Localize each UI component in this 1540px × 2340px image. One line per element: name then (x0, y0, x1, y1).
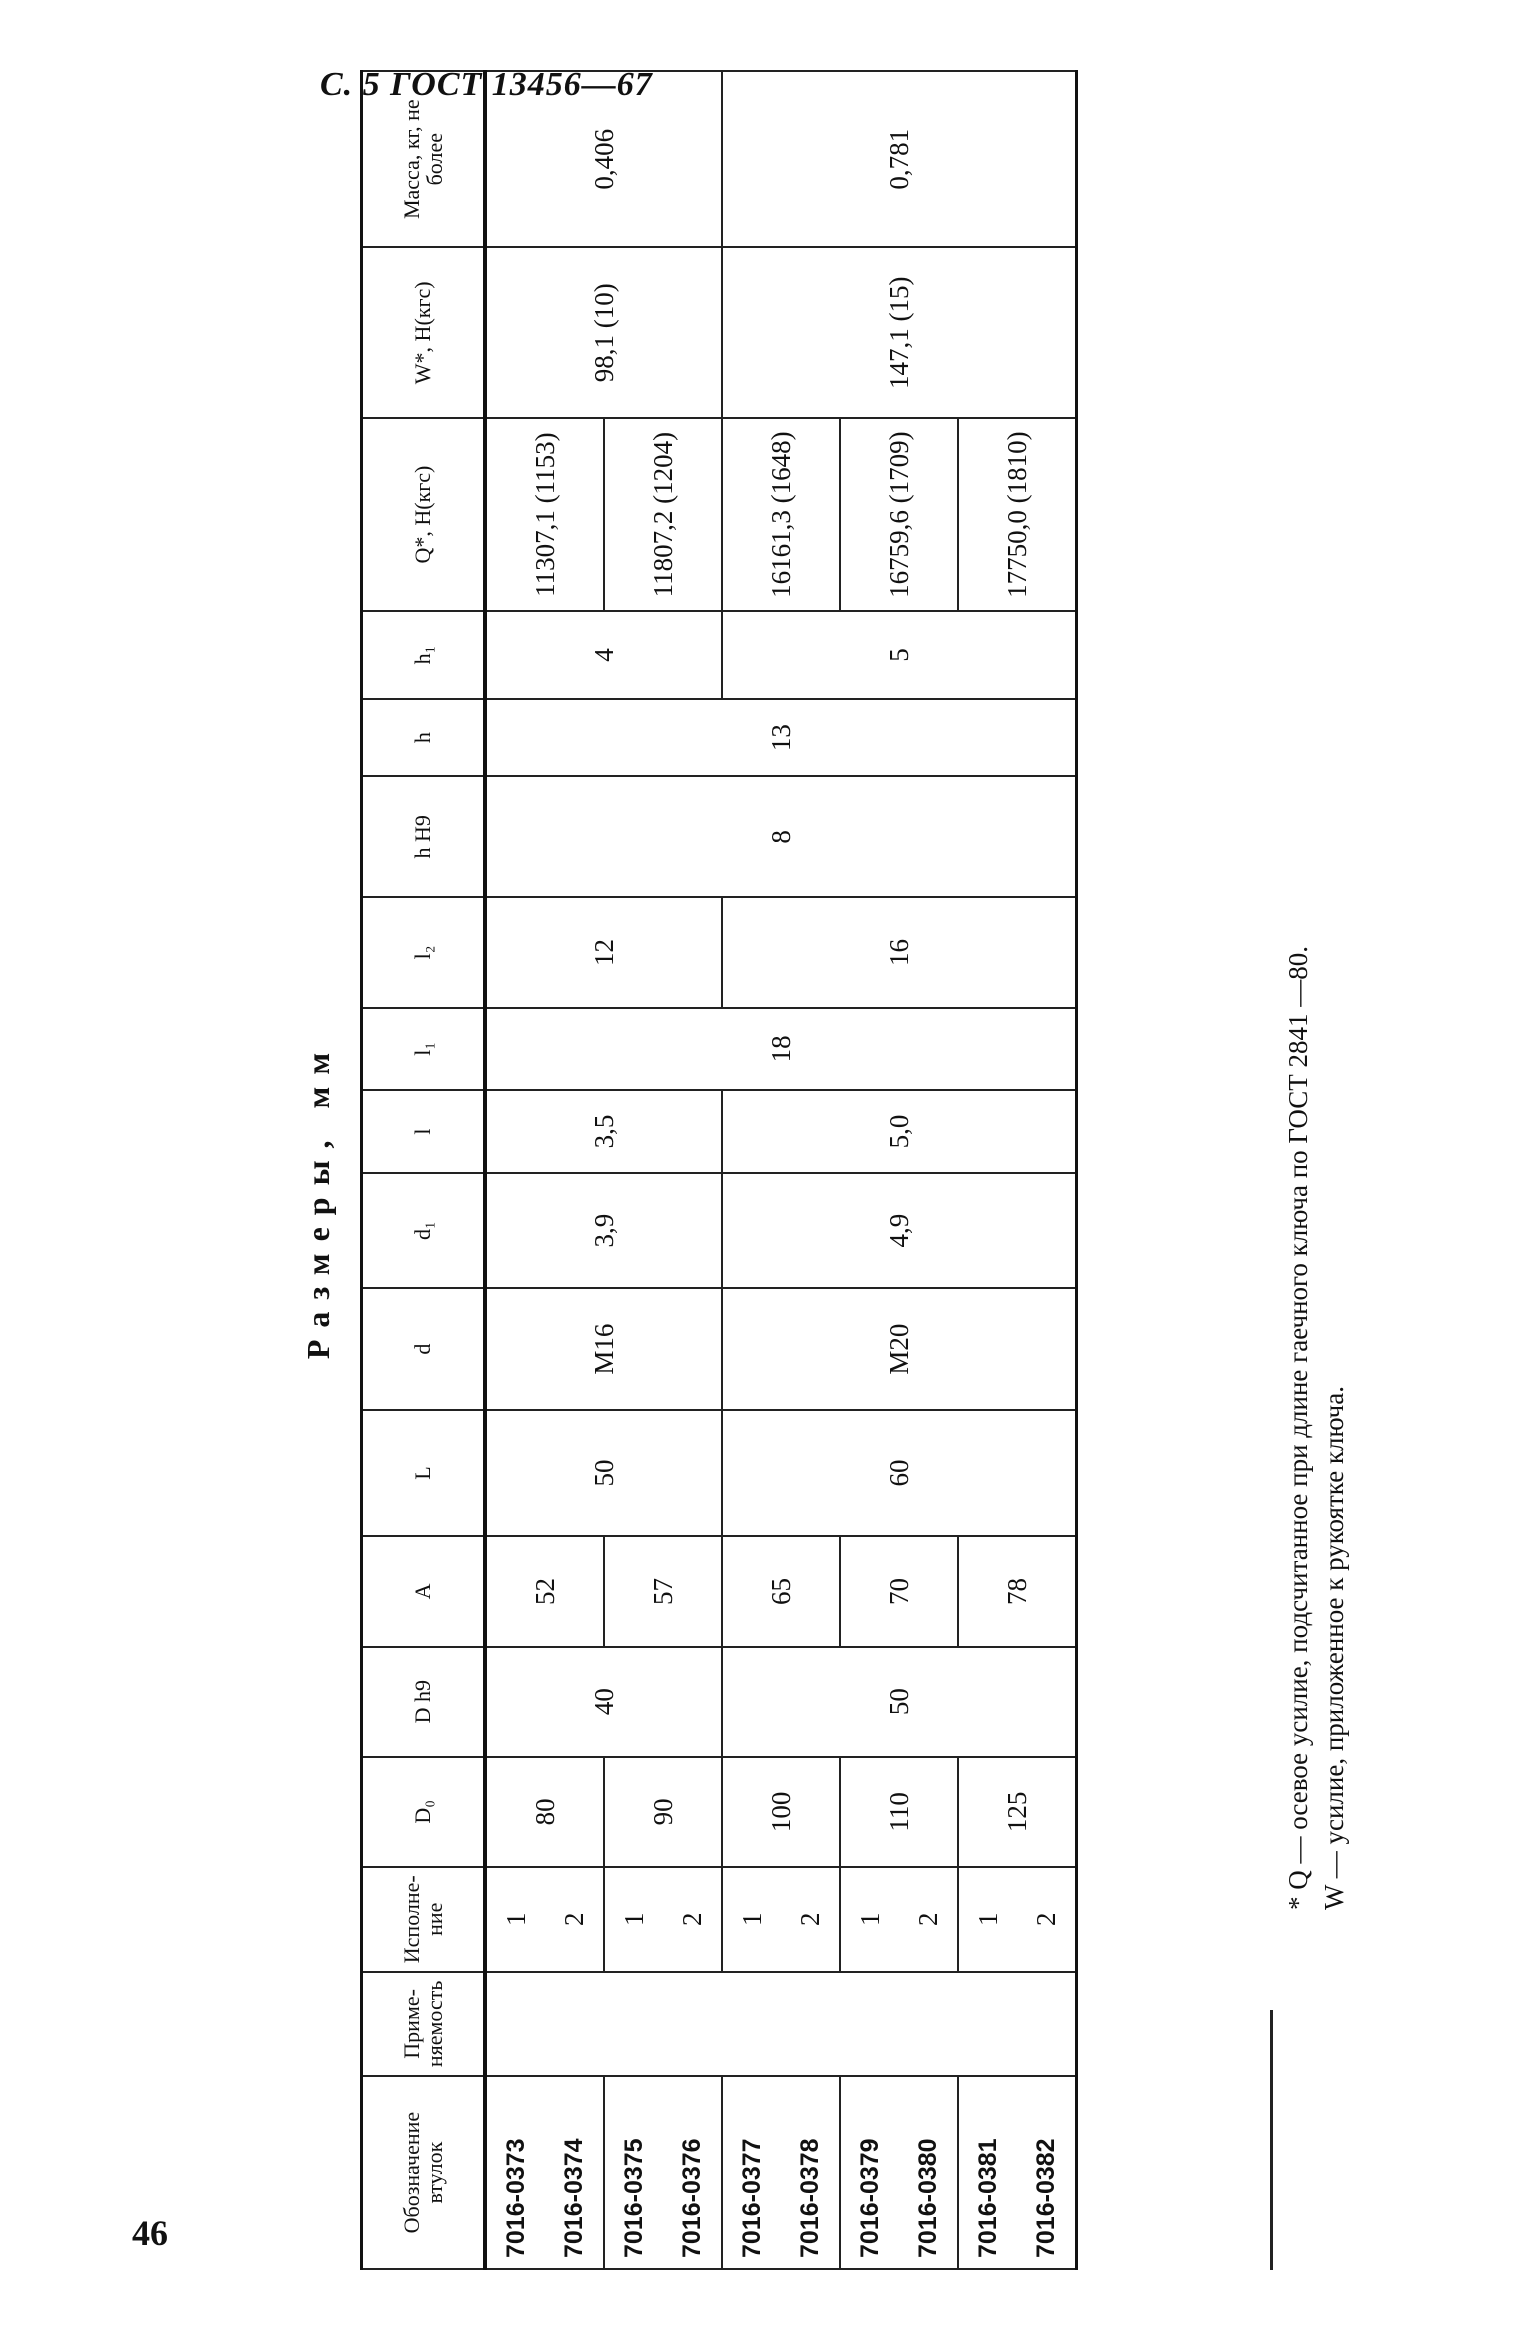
d0-cell: 125 (958, 1757, 1077, 1867)
designation-cell: 7016-0379 (840, 2076, 899, 2269)
d0-cell: 100 (722, 1757, 840, 1867)
designation-cell: 7016-0374 (545, 2076, 604, 2269)
designation-cell: 7016-0376 (663, 2076, 722, 2269)
a-cell: 52 (485, 1536, 604, 1646)
l1-cell: 18 (485, 1008, 1077, 1091)
h1-cell: 4 (485, 611, 722, 699)
mass-cell: 0,406 (485, 71, 722, 247)
execution-cell: 2 (781, 1867, 840, 1972)
execution-cell: 2 (1017, 1867, 1077, 1972)
d-cell: M20 (722, 1289, 1077, 1410)
q-cell: 16759,6 (1709) (840, 418, 958, 611)
designation-cell: 7016-0381 (958, 2076, 1017, 2269)
a-cell: 70 (840, 1536, 958, 1646)
d1-cell: 3,9 (485, 1173, 722, 1289)
q-cell: 17750,0 (1810) (958, 418, 1077, 611)
l-cell: 3,5 (485, 1090, 722, 1173)
col-header-d-h9: D h9 (362, 1647, 486, 1757)
l2-cell: 12 (485, 897, 722, 1007)
designation-cell: 7016-0373 (485, 2076, 545, 2269)
h-cell: 13 (485, 699, 1077, 776)
designation-cell: 7016-0375 (604, 2076, 663, 2269)
designation-cell: 7016-0378 (781, 2076, 840, 2269)
applicability-cell (485, 1972, 1077, 2077)
q-cell: 11307,1 (1153) (485, 418, 604, 611)
l2-cell: 16 (722, 897, 1077, 1007)
w-cell: 147,1 (15) (722, 247, 1077, 418)
d-h9-cell: 40 (485, 1647, 722, 1757)
a-cell: 78 (958, 1536, 1077, 1646)
col-header-l1: l₁ (362, 1008, 486, 1091)
col-header-q: Q*, Н(кгс) (362, 418, 486, 611)
designation-cell: 7016-0382 (1017, 2076, 1077, 2269)
table-row (485, 71, 545, 2269)
d-h9-cell: 50 (722, 1647, 1077, 1757)
q-cell: 16161,3 (1648) (722, 418, 840, 611)
execution-cell: 2 (545, 1867, 604, 1972)
d0-cell: 110 (840, 1757, 958, 1867)
execution-cell: 1 (604, 1867, 663, 1972)
col-header-d: d (362, 1289, 486, 1410)
col-header-l2: l₂ (362, 897, 486, 1007)
l-upper-cell: 50 (485, 1410, 722, 1537)
designation-cell: 7016-0377 (722, 2076, 781, 2269)
a-cell: 57 (604, 1536, 722, 1646)
designation-cell: 7016-0380 (899, 2076, 958, 2269)
d0-cell: 80 (485, 1757, 604, 1867)
col-header-h: h (362, 699, 486, 776)
d-cell: M16 (485, 1289, 722, 1410)
col-header-a: A (362, 1536, 486, 1646)
execution-cell: 2 (899, 1867, 958, 1972)
table-row (722, 71, 781, 2269)
a-cell: 65 (722, 1536, 840, 1646)
execution-cell: 1 (840, 1867, 899, 1972)
col-header-execution: Исполне-ние (362, 1867, 486, 1972)
table-caption: Размеры, мм (300, 1040, 336, 1360)
col-header-applicability: Приме-няемость (362, 1972, 486, 2077)
w-cell: 98,1 (10) (485, 247, 722, 418)
d0-cell: 90 (604, 1757, 722, 1867)
col-header-h-h9: h H9 (362, 776, 486, 897)
col-header-l-upper: L (362, 1410, 486, 1537)
col-header-h1: h₁ (362, 611, 486, 699)
execution-cell: 1 (722, 1867, 781, 1972)
footnote-rule (1270, 2010, 1273, 2270)
page-number: 46 (132, 2213, 168, 2253)
page-header: С. 5 ГОСТ 13456—67 (320, 66, 653, 103)
l-cell: 5,0 (722, 1090, 1077, 1173)
execution-cell: 2 (663, 1867, 722, 1972)
d1-cell: 4,9 (722, 1173, 1077, 1289)
footnote-w: W — усилие, приложенное к рукоятке ключа. (1319, 1386, 1349, 1910)
col-header-d1: d₁ (362, 1173, 486, 1289)
dimensions-table (360, 70, 1078, 2270)
col-header-designation: Обозначение втулок (362, 2076, 486, 2269)
col-header-mass: Масса, кг, не более (362, 71, 486, 247)
execution-cell: 1 (958, 1867, 1017, 1972)
footnote-q: * Q — осевое усилие, подсчитанное при длине гаечного ключа по ГОСТ 2841 —80. (1283, 946, 1313, 1910)
mass-cell: 0,781 (722, 71, 1077, 247)
rotated-table-block (300, 70, 1430, 2270)
col-header-d0: D₀ (362, 1757, 486, 1867)
l-upper-cell: 60 (722, 1410, 1077, 1537)
col-header-l: l (362, 1090, 486, 1173)
table-header-row (362, 71, 486, 2269)
col-header-w: W*, Н(кгс) (362, 247, 486, 418)
execution-cell: 1 (485, 1867, 545, 1972)
h-h9-cell: 8 (485, 776, 1077, 897)
h1-cell: 5 (722, 611, 1077, 699)
footnotes (1280, 110, 1352, 1910)
q-cell: 11807,2 (1204) (604, 418, 722, 611)
